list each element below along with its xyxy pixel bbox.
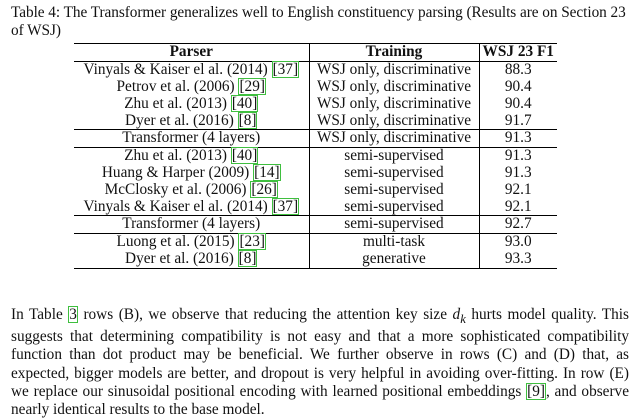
table-row <box>74 198 557 215</box>
parser-cell: Luong et al. (2015) [23] <box>74 233 309 250</box>
training-cell: WSJ only, discriminative <box>309 96 479 113</box>
citation-link[interactable]: [37] <box>272 61 299 79</box>
f1-cell: 91.7 <box>504 111 532 129</box>
f1-cell: 91.3 <box>479 147 557 164</box>
f1-cell: 91.3 <box>504 163 532 181</box>
parser-cell: Petrov et al. (2006) [29] <box>74 79 309 96</box>
training-cell: semi-supervised <box>309 165 479 182</box>
parser-cell: Dyer et al. (2016) [8] <box>74 112 309 129</box>
table-row <box>74 233 557 250</box>
table-row <box>74 112 557 129</box>
citation-link[interactable]: [23] <box>239 233 265 251</box>
table-row <box>74 79 557 96</box>
parser-cell: Zhu et al. (2013) [40] <box>74 147 309 164</box>
table-row <box>74 251 557 268</box>
header-training: Training <box>309 44 479 62</box>
f1-cell: 91.3 <box>479 130 557 148</box>
training-cell: semi-supervised <box>309 198 479 215</box>
f1-cell: 93.0 <box>479 233 557 250</box>
parser-cell: Zhu et al. (2013) [40] <box>74 96 309 113</box>
body-paragraph: In Table 3 rows (B), we observe that reducing the attention key size $d_k$ hurts model quality. This suggests that determining compatibility is not easy and that a more sophisticated compatibility function than dot product may be beneficial. We further observe in rows (C) and (D) that, as expected, bigger models are better, and dropout is very helpful in avoiding over-fitting. In row (E) we replace our sinusoidal positional encoding with learned positional embeddings [9], and observe nearly identical results to the base model. <box>11 306 629 419</box>
table-header-row <box>74 44 557 62</box>
training-cell: semi-supervised <box>309 182 479 199</box>
table-row <box>74 96 557 113</box>
header-f1: WSJ 23 F1 <box>479 44 557 62</box>
f1-cell: 93.3 <box>479 251 557 268</box>
citation-link[interactable]: [8] <box>238 111 257 129</box>
citation-link[interactable]: [9] <box>527 382 545 400</box>
training-cell: WSJ only, discriminative <box>309 112 479 129</box>
parser-cell: Transformer (4 layers) <box>74 216 309 234</box>
table-row <box>74 216 557 234</box>
header-parser: Parser <box>74 44 309 62</box>
citation-link[interactable]: [14] <box>254 163 280 181</box>
training-cell: WSJ only, discriminative <box>309 130 479 148</box>
f1-cell: 92.1 <box>504 180 532 198</box>
training-cell: generative <box>309 251 479 268</box>
parser-cell: Huang & Harper (2009) [14] <box>74 165 309 182</box>
citation-link[interactable]: [37] <box>272 197 299 215</box>
table-row <box>74 130 557 148</box>
f1-cell: 92.7 <box>479 216 557 234</box>
results-table <box>74 43 557 269</box>
table-row <box>74 147 557 164</box>
parser-cell: McClosky et al. (2006) [26] <box>74 182 309 199</box>
table-caption: Table 4: The Transformer generalizes well to English constituency parsing (Results are on Section 23 of WSJ) <box>11 4 626 39</box>
f1-cell: 88.3 <box>504 61 532 79</box>
citation-link[interactable]: [29] <box>239 77 265 95</box>
table-row <box>74 62 557 79</box>
parser-cell: Dyer et al. (2016) [8] <box>74 251 309 268</box>
training-cell: WSJ only, discriminative <box>309 62 479 79</box>
parser-cell: Vinyals & Kaiser el al. (2014) [37] <box>74 62 309 79</box>
math-symbol: $d_k$ <box>452 306 466 327</box>
training-cell: semi-supervised <box>309 147 479 164</box>
citation-link[interactable]: [8] <box>238 249 257 267</box>
f1-cell: 90.4 <box>504 77 532 95</box>
training-cell: WSJ only, discriminative <box>309 79 479 96</box>
table-row <box>74 182 557 199</box>
training-cell: multi-task <box>309 233 479 250</box>
citation-link[interactable]: [40] <box>231 94 258 112</box>
table-reference-link[interactable]: 3 <box>69 306 77 323</box>
parser-cell: Transformer (4 layers) <box>74 130 309 148</box>
f1-cell: 90.4 <box>504 94 532 112</box>
training-cell: semi-supervised <box>309 216 479 234</box>
citation-link[interactable]: [40] <box>231 147 258 165</box>
citation-link[interactable]: [26] <box>251 180 277 198</box>
f1-cell: 92.1 <box>504 197 532 215</box>
table-row <box>74 165 557 182</box>
parser-cell: Vinyals & Kaiser el al. (2014) [37] <box>74 198 309 215</box>
